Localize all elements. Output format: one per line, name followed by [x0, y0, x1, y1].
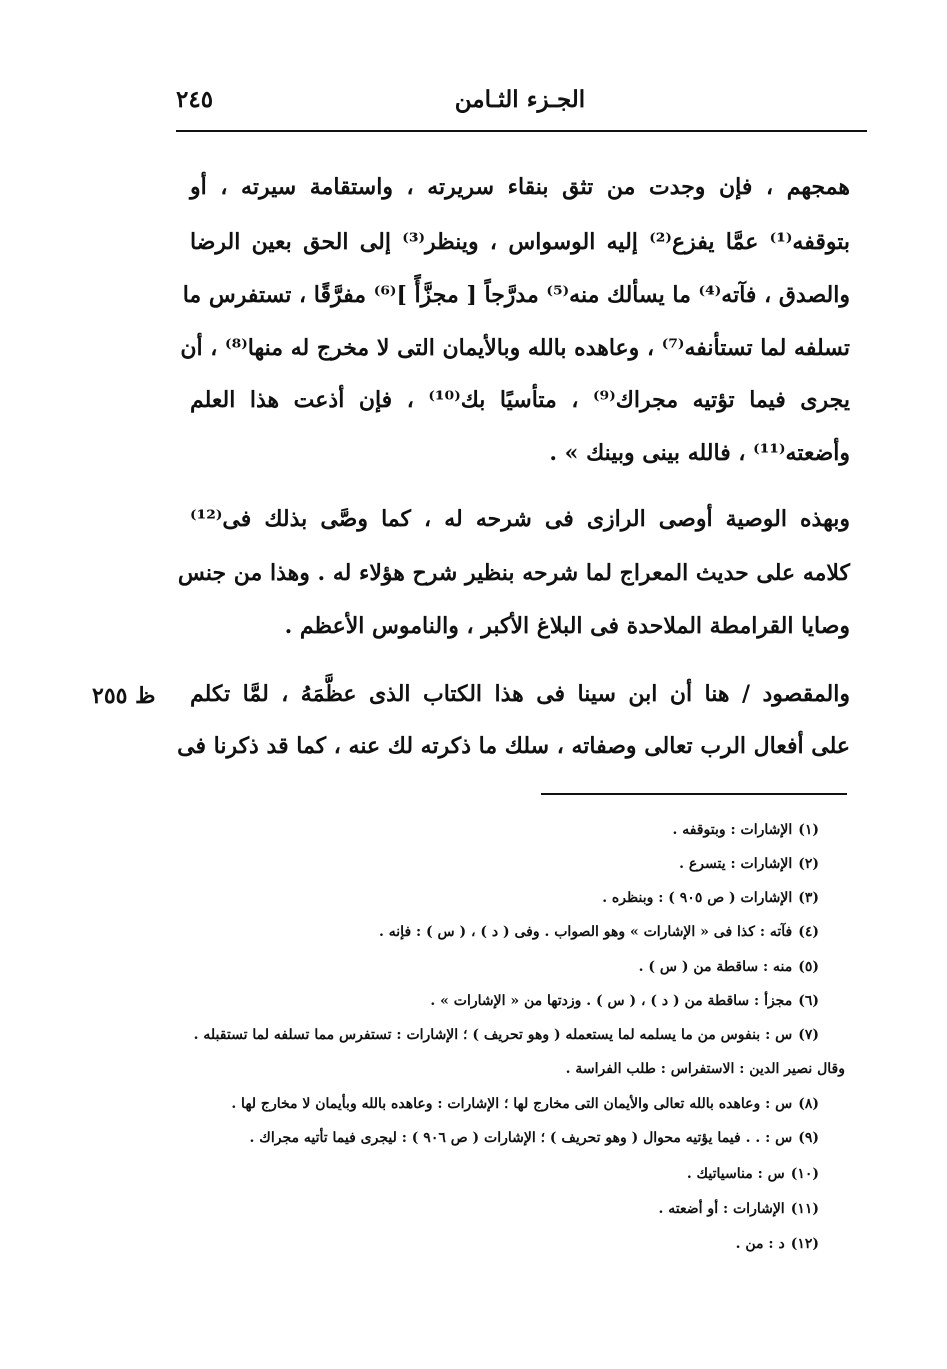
footnote-number: (١١): [790, 1201, 819, 1217]
footnote-text: س : بنفوس من ما يسلمه لما يستعمله ( وهو تحريف ) ؛ الإشارات : تستفرس مما تسلفه لما تستقبله .: [193, 1027, 793, 1043]
footnote-number: (٤): [798, 924, 819, 940]
footnote: [679, 857, 819, 871]
footnote-number: (٧): [798, 1027, 819, 1043]
footnote-number: (٨): [798, 1096, 819, 1112]
footnote-number: (١٠): [790, 1166, 819, 1182]
footnote-number: (٥): [798, 959, 819, 975]
body-line: تسلفه لما تستأنفه⁽⁷⁾ ، وعاهده بالله وبالأيمان التى لا مخرج له منها⁽⁸⁾ ، أن: [180, 335, 850, 361]
footnote-text: س : . . فيما يؤتيه محوال ( وهو تحريف ) ؛ الإشارات ( ص ٩٠٦ ) : ليجرى فيما تأتيه مجراك .: [249, 1130, 793, 1146]
footnote-text: فآته : كذا فى « الإشارات » وهو الصواب . وفى ( د ) ، ( س ) : فإنه .: [379, 924, 793, 940]
body-line: وصايا القرامطة الملاحدة فى البلاغ الأكبر ، والناموس الأعظم .: [284, 613, 850, 639]
footnote: [672, 823, 819, 837]
margin-folio-note: ظ ٢٥٥: [92, 683, 156, 709]
body-line: والمقصود / هنا أن ابن سينا فى هذا الكتاب الذى عظَّمَهُ ، لمَّا تكلم: [190, 681, 850, 707]
footnote: [231, 1097, 819, 1111]
footnote-number: (١٢): [790, 1236, 819, 1252]
footnote: [379, 925, 819, 939]
footnote: [736, 1237, 819, 1251]
footnote: [687, 1167, 819, 1181]
footnote-number: (٣): [798, 890, 819, 906]
footnote-text: س : وعاهده بالله تعالى والأيمان التى مخارج لها ؛ الإشارات : وعاهده بالله وبأيمان لا مخارج لها .: [231, 1096, 793, 1112]
footnote-text: وقال نصير الدين : الاستفراس : طلب الفراسة .: [565, 1061, 845, 1077]
footnote-text: منه : ساقطة من ( س ) .: [638, 959, 793, 975]
footnote: [250, 1131, 819, 1145]
footnote-text: الإشارات : أو أضعته .: [658, 1201, 785, 1217]
body-line: يجرى فيما تؤتيه مجراك⁽⁹⁾ ، متأسيًا بك⁽¹⁰⁾ ، فإن أذعت هذا العلم: [190, 387, 850, 413]
footnote: [194, 1028, 819, 1042]
page-number: ٢٤٥: [176, 86, 214, 113]
body-line: على أفعال الرب تعالى وصفاته ، سلك ما ذكرته لك عنه ، كما قد ذكرنا فى: [177, 733, 850, 759]
body-line: وبهذه الوصية أوصى الرازى فى شرحه له ، كما وصَّى بذلك فى⁽¹²⁾: [190, 506, 850, 532]
body-line: والصدق ، فآته⁽⁴⁾ ما يسألك منه⁽⁵⁾ مدرَّجاً [ مجزَّأً ]⁽⁶⁾ مفرَّقًا ، تستفرس ما: [182, 282, 850, 308]
footnote: [659, 1202, 819, 1216]
footnote-text: مجزأ : ساقطة من ( د ) ، ( س ) . وزدتها من « الإشارات » .: [430, 993, 793, 1009]
footnote-number: (٢): [798, 856, 819, 872]
header-rule: [176, 130, 867, 132]
footnote-text: الإشارات ( ص ٩٠٥ ) : وبنظره .: [602, 890, 793, 906]
footnote: [639, 960, 819, 974]
footnote-text: د : من .: [735, 1236, 785, 1252]
footnote-number: (٦): [798, 993, 819, 1009]
footnote-rule: [541, 793, 847, 795]
footnote-number: (٩): [798, 1130, 819, 1146]
footnote-text: الإشارات : يتسرع .: [679, 856, 793, 872]
body-line: وأضعته⁽¹¹⁾ ، فالله بينى وبينك » .: [549, 440, 850, 466]
footnote-text: س : مناسياتيك .: [686, 1166, 785, 1182]
body-line: همجهم ، فإن وجدت من تثق بنقاء سريرته ، واستقامة سيرته ، أو: [190, 174, 850, 200]
body-line: بتوقفه⁽¹⁾ عمَّا يفزع⁽²⁾ إليه الوسواس ، وينظر⁽³⁾ إلى الحق بعين الرضا: [190, 229, 850, 255]
footnote: [430, 994, 819, 1008]
footnote-number: (١): [798, 822, 819, 838]
footnote: [602, 891, 819, 905]
footnote-continuation: [566, 1062, 845, 1076]
running-head-title: الجـزء الثـامن: [454, 86, 586, 113]
footnote-text: الإشارات : وبتوقفه .: [672, 822, 793, 838]
body-line: كلامه على حديث المعراج لما شرحه بنظير شرح هؤلاء له . وهذا من جنس: [177, 560, 850, 586]
